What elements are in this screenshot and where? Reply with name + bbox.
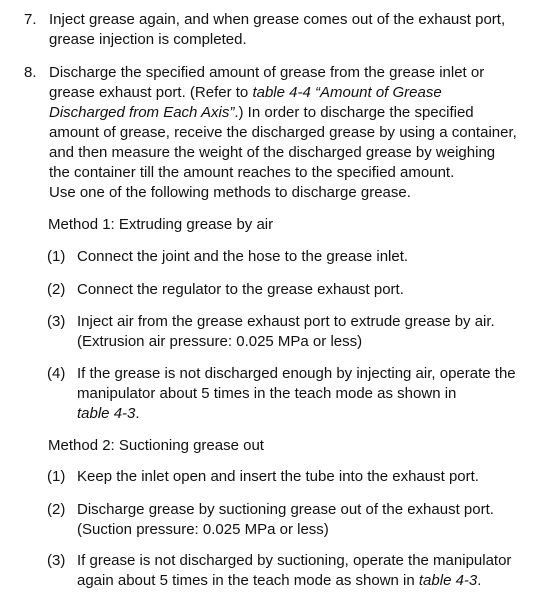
item-number: (1)	[47, 468, 66, 485]
step-number: 8.	[24, 64, 37, 81]
item-text-line: Keep the inlet open and insert the tube into the exhaust port.	[77, 468, 479, 485]
item-text-line	[77, 404, 527, 424]
item-text: .	[135, 405, 140, 422]
item-text-line: If grease is not discharged by suctioning, operate the manipulator	[77, 552, 512, 569]
step-text-line: amount of grease, receive the discharged grease by using a container,	[49, 124, 517, 141]
item-body	[77, 312, 527, 352]
table-reference: table 4-4 “Amount of Grease	[252, 84, 442, 101]
item-text-line: Inject air from the grease exhaust port to extrude grease by air.	[77, 313, 495, 330]
step-text-line: Use one of the following methods to discharge grease.	[49, 184, 411, 201]
item-text-line: (Extrusion air pressure: 0.025 MPa or less)	[77, 333, 363, 350]
item-number: (4)	[47, 365, 66, 382]
method-2-heading: Method 2: Suctioning grease out	[48, 437, 264, 454]
item-body	[77, 500, 527, 540]
item-number: (3)	[47, 313, 66, 330]
method-1-heading: Method 1: Extruding grease by air	[48, 216, 274, 233]
item-number: (1)	[47, 248, 66, 265]
item-body	[77, 467, 527, 487]
step-text-line: grease injection is completed.	[49, 31, 247, 48]
step-body	[49, 10, 539, 50]
item-text-line: Discharge grease by suctioning grease out of the exhaust port.	[77, 501, 494, 518]
step-text: .) In order to discharge the specified	[234, 104, 474, 121]
step-text-line: Inject grease again, and when grease comes out of the exhaust port,	[49, 11, 506, 28]
item-text-line: manipulator about 5 times in the teach mode as shown in	[77, 385, 457, 402]
step-text-line	[49, 83, 539, 103]
item-body	[77, 280, 527, 300]
table-reference: table 4-3	[418, 572, 478, 589]
item-text-line: If the grease is not discharged enough by injecting air, operate the	[77, 365, 516, 382]
table-reference: Discharged from Each Axis”	[49, 104, 235, 121]
item-body	[77, 247, 527, 267]
item-body	[77, 364, 527, 424]
item-text-line	[77, 571, 527, 591]
step-text-line	[49, 103, 539, 123]
item-text-line: Connect the regulator to the grease exhaust port.	[77, 281, 404, 298]
step-text-line: the container till the amount reaches to the specified amount.	[49, 164, 455, 181]
step-text: grease exhaust port. (Refer to	[49, 84, 253, 101]
step-text-line: Discharge the specified amount of grease from the grease inlet or	[49, 64, 485, 81]
table-reference: table 4-3	[77, 405, 136, 422]
item-text-line: (Suction pressure: 0.025 MPa or less)	[77, 521, 329, 538]
item-text-line: Connect the joint and the hose to the grease inlet.	[77, 248, 409, 265]
item-number: (2)	[47, 281, 66, 298]
item-body	[77, 551, 527, 591]
item-text: .	[477, 572, 482, 589]
item-number: (3)	[47, 552, 66, 569]
item-number: (2)	[47, 501, 66, 518]
step-body	[49, 63, 539, 203]
step-text-line: and then measure the weight of the discharged grease by weighing	[49, 144, 496, 161]
item-text: again about 5 times in the teach mode as shown in	[77, 572, 419, 589]
step-number: 7.	[24, 11, 37, 28]
